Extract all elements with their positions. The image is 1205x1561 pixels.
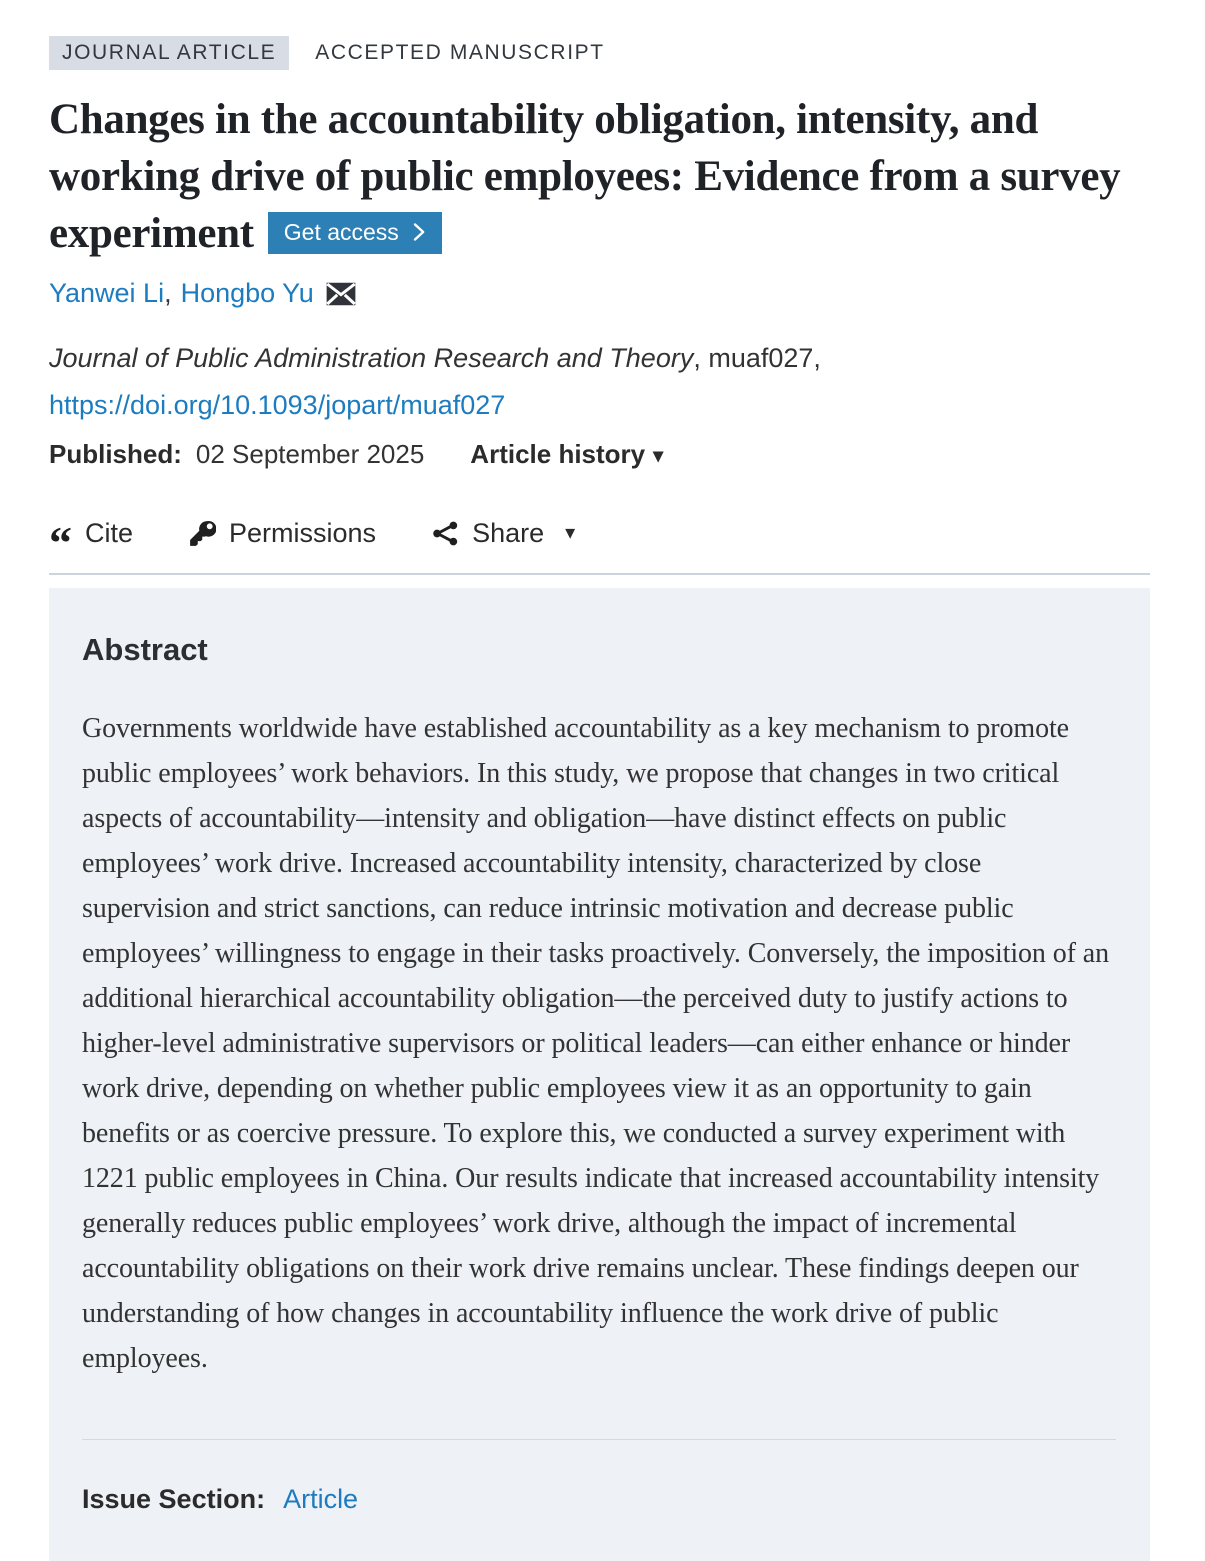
quote-icon: “: [49, 517, 72, 569]
permissions-label: Permissions: [229, 518, 377, 549]
published-label: Published:: [49, 439, 182, 470]
abstract-divider: [82, 1439, 1116, 1440]
journal-name: Journal of Public Administration Research and Theory: [49, 343, 694, 374]
journal-article-badge: JOURNAL ARTICLE: [49, 36, 289, 70]
doi-link[interactable]: https://doi.org/10.1093/jopart/muaf027: [49, 390, 506, 421]
abstract-text: Governments worldwide have established accountability as a key mechanism to promote public employees’ work behaviors. In this study, we propose that changes in two critical aspects of accountability—intensity and obligation—have distinct effects on public employees’ work drive. Increased accountability intensity, characterized by close supervision and strict sanctions, can reduce intrinsic motivation and decrease public employees’ willingness to engage in their tasks proactively. Conversely, the imposition of an additional hierarchical accountability obligation—the perceived duty to justify actions to higher-level administrative supervisors or political leaders—can either enhance or hinder work drive, depending on whether public employees view it as an opportunity to gain benefits or as coercive pressure. To explore this, we conducted a survey experiment with 1221 public employees in China. Our results indicate that increased accountability intensity generally reduces public employees’ work drive, although the impact of incremental accountability obligations on their work drive remains unclear. These findings deepen our understanding of how changes in accountability influence the work drive of public employees.: [82, 713, 1109, 1375]
abstract-heading: Abstract: [82, 632, 208, 668]
section-divider: [49, 573, 1150, 575]
get-access-label: Get access: [283, 218, 399, 245]
email-icon[interactable]: [326, 282, 356, 306]
key-icon: [189, 520, 216, 547]
abstract-section: [49, 588, 1150, 1561]
share-button[interactable]: [432, 518, 575, 549]
published-row: [49, 439, 1150, 470]
article-history-label: Article history: [470, 439, 646, 470]
article-history-toggle[interactable]: [470, 439, 663, 470]
chevron-right-icon: [413, 222, 426, 242]
doi-line: [49, 390, 1150, 421]
chevron-down-icon: ▾: [653, 445, 664, 468]
article-toolbar: [49, 517, 1150, 569]
share-label: Share: [472, 518, 545, 549]
article-id: , muaf027,: [693, 343, 821, 374]
issue-section-row: [82, 1484, 1116, 1515]
citation-line: [49, 341, 1150, 376]
share-icon: [432, 520, 459, 547]
page-title: [49, 92, 1150, 262]
cite-button[interactable]: [49, 517, 134, 569]
chevron-down-icon: ▾: [565, 522, 576, 545]
published-date: 02 September 2025: [195, 439, 425, 470]
article-page: [49, 36, 1150, 1561]
author-separator: ,: [164, 278, 172, 309]
author-link-2[interactable]: Hongbo Yu: [180, 278, 314, 309]
authors-row: [49, 278, 1150, 309]
author-link-1[interactable]: Yanwei Li: [49, 278, 165, 309]
badges-row: [49, 36, 1150, 70]
issue-section-label: Issue Section:: [82, 1484, 266, 1515]
get-access-button[interactable]: [268, 212, 442, 254]
cite-label: Cite: [85, 518, 134, 549]
article-title-text: Changes in the accountability obligation, intensity, and working drive of public employees: Evidence from a survey experiment: [49, 96, 1121, 257]
accepted-manuscript-badge: ACCEPTED MANUSCRIPT: [315, 41, 605, 64]
issue-section-link[interactable]: Article: [283, 1484, 359, 1515]
permissions-button[interactable]: [189, 518, 376, 549]
